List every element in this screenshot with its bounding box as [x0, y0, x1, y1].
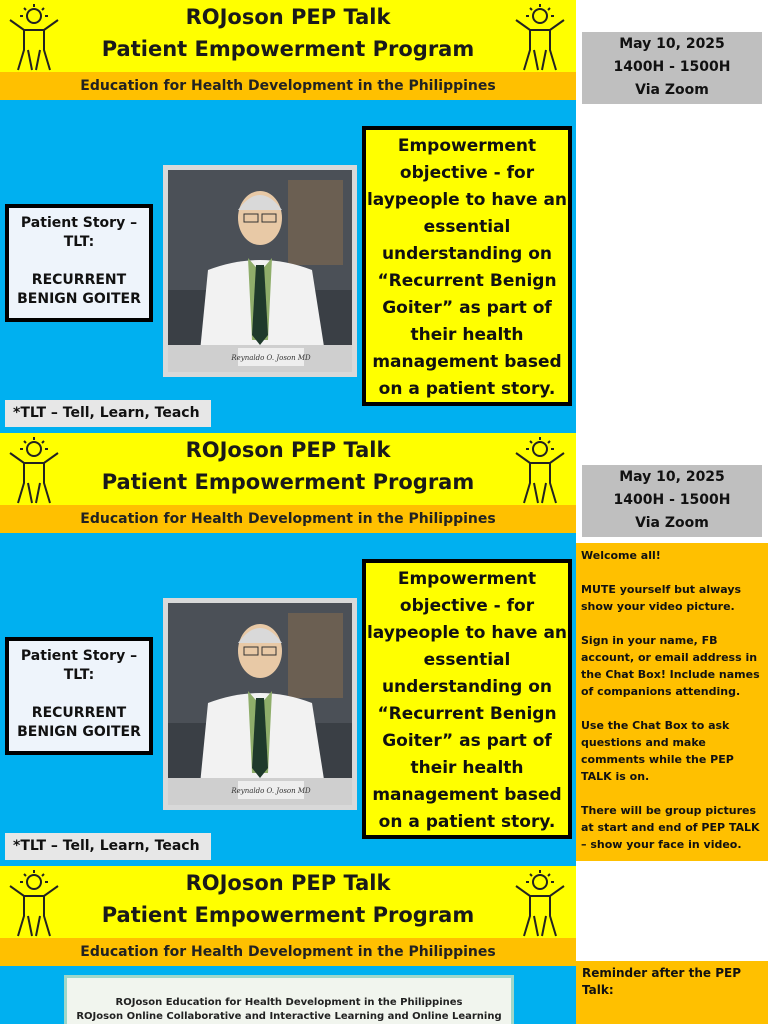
reminder-note: Reminder after the PEP Talk:	[576, 961, 768, 1024]
tlt-footnote: *TLT – Tell, Learn, Teach	[5, 833, 211, 860]
slide-header	[0, 0, 576, 72]
doctor-photo	[163, 165, 357, 377]
slide-2	[0, 433, 576, 866]
header-title: ROJoson PEP Talk	[185, 438, 391, 462]
story-line: BENIGN GOITER	[17, 724, 141, 740]
photo-signature: Reynaldo O. Joson MD	[231, 354, 311, 362]
tlt-footnote: *TLT – Tell, Learn, Teach	[5, 400, 211, 427]
event-venue: Via Zoom	[635, 82, 709, 98]
header-title: ROJoson PEP Talk	[185, 871, 391, 895]
event-time: 1400H - 1500H	[613, 492, 731, 508]
story-line: Patient Story –	[20, 215, 138, 231]
event-date: May 10, 2025	[619, 469, 725, 485]
objective-line: essential	[423, 650, 511, 670]
objective-line: on a patient story.	[378, 812, 556, 832]
objective-line: Empowerment	[397, 569, 537, 589]
objective-line: Goiter” as part of	[382, 731, 552, 751]
story-line: RECURRENT	[31, 705, 127, 721]
objective-line: Goiter” as part of	[382, 298, 552, 318]
empowered-person-icon	[510, 2, 570, 72]
welcome-notes: Welcome all! MUTE yourself but always show your video picture. Sign in your name, FB account, or email address in the Chat Box! Include names of companions attending. Use the Chat Box to ask questions and make comments while the PEP TALK is on. There will be group pictures at start and end of PEP TALK – show your face in video.	[576, 543, 768, 861]
header-band: Education for Health Development in the Philippines	[0, 938, 576, 966]
event-date-box	[582, 32, 762, 104]
header-band: Education for Health Development in the Philippines	[0, 72, 576, 100]
header-band: Education for Health Development in the Philippines	[0, 505, 576, 533]
event-date-box	[582, 465, 762, 537]
objective-line: management based	[372, 785, 562, 805]
objective-line: their health	[410, 325, 524, 345]
objective-line: management based	[372, 352, 562, 372]
objective-line: Empowerment	[397, 136, 537, 156]
header-subtitle: Patient Empowerment Program	[101, 903, 475, 927]
header-title: ROJoson PEP Talk	[185, 5, 391, 29]
story-line: TLT:	[63, 234, 95, 250]
story-line: TLT:	[63, 667, 95, 683]
photo-signature: Reynaldo O. Joson MD	[231, 787, 311, 795]
objective-line: understanding on	[381, 677, 553, 697]
slide-1	[0, 0, 576, 433]
patient-story-box	[5, 204, 153, 322]
objective-line: objective - for	[399, 163, 535, 183]
objective-line: “Recurrent Benign	[377, 271, 557, 291]
slide-3	[0, 866, 576, 1024]
story-line	[9, 685, 149, 704]
objective-line: essential	[423, 217, 511, 237]
objective-line: objective - for	[399, 596, 535, 616]
header-subtitle: Patient Empowerment Program	[101, 37, 475, 61]
story-line: RECURRENT	[31, 272, 127, 288]
patient-story-box	[5, 637, 153, 755]
header-subtitle: Patient Empowerment Program	[101, 470, 475, 494]
objective-box	[362, 559, 572, 839]
empowered-person-icon	[510, 868, 570, 938]
doctor-photo	[163, 598, 357, 810]
story-line: BENIGN GOITER	[17, 291, 141, 307]
slide-header	[0, 866, 576, 938]
certificate-line: ROJoson Education for Health Development in the Philippines	[115, 997, 463, 1008]
slide-header	[0, 433, 576, 505]
certificate-line: ROJoson Online Collaborative and Interactive Learning and Online Learning	[76, 1011, 502, 1022]
empowered-person-icon	[510, 435, 570, 505]
objective-line: “Recurrent Benign	[377, 704, 557, 724]
objective-line: laypeople to have an	[366, 623, 568, 643]
certificate-preview	[64, 975, 514, 1024]
objective-line: on a patient story.	[378, 379, 556, 399]
objective-line: understanding on	[381, 244, 553, 264]
event-venue: Via Zoom	[635, 515, 709, 531]
objective-line: their health	[410, 758, 524, 778]
event-time: 1400H - 1500H	[613, 59, 731, 75]
objective-box	[362, 126, 572, 406]
story-line	[9, 252, 149, 271]
event-date: May 10, 2025	[619, 36, 725, 52]
story-line: Patient Story –	[20, 648, 138, 664]
objective-line: laypeople to have an	[366, 190, 568, 210]
